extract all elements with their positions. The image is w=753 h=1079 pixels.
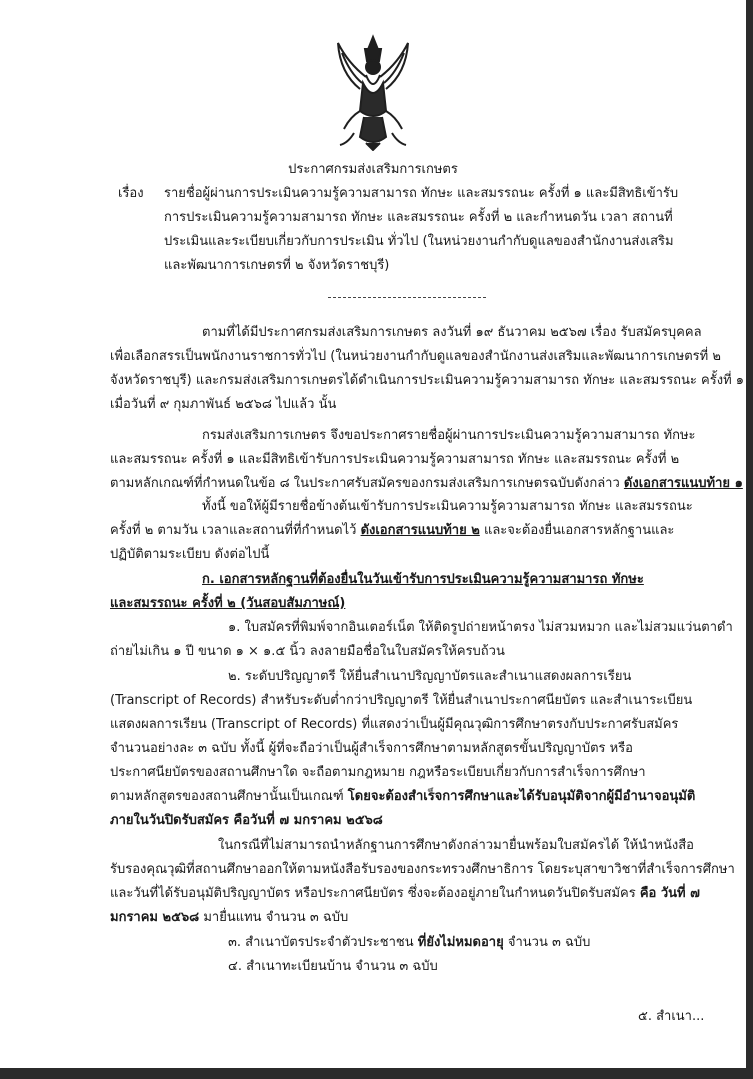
garuda-emblem-icon bbox=[330, 33, 416, 151]
divider bbox=[328, 297, 486, 298]
paragraph-4-text: และวันที่ได้รับอนุมัติปริญญาบัตร หรือประกาศนียบัตร ซึ่งจะต้องอยู่ภายในกำหนดวันปิดรับสมัคร bbox=[110, 886, 636, 901]
item-3-text: จำนวน ๓ ฉบับ bbox=[507, 935, 591, 950]
paragraph-1-line: เพื่อเลือกสรรเป็นพนักงานราชการทั่วไป (ในหน่วยงานกำกับดูแลของสำนักงานส่งเสริมและพัฒนาการเกษตรที่ ๒ bbox=[110, 349, 721, 364]
paragraph-1-line: ตามที่ได้มีประกาศกรมส่งเสริมการเกษตร ลงวันที่ ๑๙ ธันวาคม ๒๕๖๗ เรื่อง รับสมัครบุคคล bbox=[202, 325, 702, 340]
section-a-heading: ก. เอกสารหลักฐานที่ต้องยื่นในวันเข้ารับการประเมินความรู้ความสามารถ ทักษะ bbox=[202, 572, 644, 587]
paragraph-4-bold-text: คือ วันที่ ๗ bbox=[639, 886, 700, 901]
item-2-line: ประกาศนียบัตรของสถานศึกษาใด จะถือตามกฎหมาย กฎหรือระเบียบเกี่ยวกับการสำเร็จการศึกษา bbox=[110, 765, 646, 780]
subject-line-3: ประเมินและระเบียบเกี่ยวกับการประเมิน ทั่วไป (ในหน่วยงานกำกับดูแลของสำนักงานส่งเสริม bbox=[164, 234, 674, 249]
paragraph-2-line: และสมรรถนะ ครั้งที่ ๑ และมีสิทธิเข้ารับการประเมินความรู้ความสามารถ ทักษะ และสมรรถนะ ครั้งที่ ๒ bbox=[110, 452, 680, 467]
subject-line-4: และพัฒนาการเกษตรที่ ๒ จังหวัดราชบุรี) bbox=[164, 258, 390, 273]
subject-label: เรื่อง bbox=[118, 186, 144, 201]
paragraph-3-line bbox=[110, 519, 674, 543]
item-3-bold-text: ที่ยังไม่หมดอายุ bbox=[417, 935, 504, 950]
paragraph-2-line: กรมส่งเสริมการเกษตร จึงขอประกาศรายชื่อผู้ผ่านการประเมินความรู้ความสามารถ ทักษะ bbox=[202, 428, 696, 443]
paragraph-2-text: ตามหลักเกณฑ์ที่กำหนดในข้อ ๘ ในประกาศรับสมัครของกรมส่งเสริมการเกษตรฉบับดังกล่าว bbox=[110, 476, 620, 491]
continuation-note: ๕. สำเนา... bbox=[638, 1009, 705, 1024]
item-2-text: ตามหลักสูตรของสถานศึกษานั้นเป็นเกณฑ์ bbox=[110, 789, 344, 804]
item-2-line: แสดงผลการเรียน (Transcript of Records) ที่แสดงว่าเป็นผู้มีคุณวุฒิการศึกษาตรงกับประกาศรับสมัคร bbox=[110, 717, 679, 732]
item-2-line: ภายในวันปิดรับสมัคร คือวันที่ ๗ มกราคม ๒๕๖๘ bbox=[110, 813, 383, 828]
item-3-text: ๓. สำเนาบัตรประจำตัวประชาชน bbox=[228, 935, 414, 950]
item-3-line bbox=[228, 931, 590, 955]
item-4-line: ๔. สำเนาทะเบียนบ้าน จำนวน ๓ ฉบับ bbox=[228, 959, 438, 974]
paragraph-3-line: ทั้งนี้ ขอให้ผู้มีรายชื่อข้างต้นเข้ารับการประเมินความรู้ความสามารถ ทักษะ และสมรรถนะ bbox=[202, 499, 693, 514]
subject-line-1: รายชื่อผู้ผ่านการประเมินความรู้ความสามารถ ทักษะ และสมรรถนะ ครั้งที่ ๑ และมีสิทธิเข้ารับ bbox=[164, 186, 679, 201]
paragraph-4-bold-text: มกราคม ๒๕๖๘ bbox=[110, 910, 200, 925]
window-edge bbox=[0, 1068, 753, 1079]
paragraph-4-line bbox=[110, 906, 348, 930]
item-2-line: (Transcript of Records) สำหรับระดับต่ำกว่าปริญญาตรี ให้ยื่นสำเนาประกาศนียบัตร และสำเนาระเบียน bbox=[110, 693, 693, 708]
paragraph-3-text: ครั้งที่ ๒ ตามวัน เวลาและสถานที่ที่กำหนดไว้ bbox=[110, 523, 357, 538]
window-edge bbox=[746, 0, 753, 1079]
item-1-line: ๑. ใบสมัครที่พิมพ์จากอินเตอร์เน็ต ให้ติดรูปถ่ายหน้าตรง ไม่สวมหมวก และไม่สวมแว่นตาดำ bbox=[228, 620, 733, 635]
paragraph-4-line: ในกรณีที่ไม่สามารถนำหลักฐานการศึกษาดังกล่าวมายื่นพร้อมใบสมัครได้ ให้นำหนังสือ bbox=[218, 838, 694, 853]
paragraph-3-text: และจะต้องยื่นเอกสารหลักฐานและ bbox=[483, 523, 675, 538]
item-1-line: ถ่ายไม่เกิน ๑ ปี ขนาด ๑ × ๑.๕ นิ้ว ลงลายมือชื่อในใบสมัครให้ครบถ้วน bbox=[110, 644, 505, 659]
item-2-bold-text: โดยจะต้องสำเร็จการศึกษาและได้รับอนุมัติจากผู้มีอำนาจอนุมัติ bbox=[347, 789, 696, 804]
attachment-1-ref: ดังเอกสารแนบท้าย ๑ bbox=[623, 476, 743, 491]
subject-line-2: การประเมินความรู้ความสามารถ ทักษะ และสมรรถนะ ครั้งที่ ๒ และกำหนดวัน เวลา สถานที่ bbox=[164, 210, 673, 225]
item-2-line: ๒. ระดับปริญญาตรี ให้ยื่นสำเนาปริญญาบัตรและสำเนาแสดงผลการเรียน bbox=[228, 669, 632, 684]
item-2-line: จำนวนอย่างละ ๓ ฉบับ ทั้งนี้ ผู้ที่จะถือว่าเป็นผู้สำเร็จการศึกษาตามหลักสูตรขั้นปริญญาบัตร หรือ bbox=[110, 741, 633, 756]
announcement-title: ประกาศกรมส่งเสริมการเกษตร bbox=[288, 162, 458, 177]
paragraph-4-line: รับรองคุณวุฒิที่สถานศึกษาออกให้ตามหนังสือรับรองของกระทรวงศึกษาธิการ โดยระบุสาขาวิชาที่สำเร็จการศึกษา bbox=[110, 862, 735, 877]
paragraph-3-line: ปฏิบัติตามระเบียบ ดังต่อไปนี้ bbox=[110, 547, 270, 562]
paragraph-2-line bbox=[110, 472, 743, 496]
paragraph-1-line: จังหวัดราชบุรี) และกรมส่งเสริมการเกษตรได้ดำเนินการประเมินความรู้ความสามารถ ทักษะ และสมรรถนะ ครั้งที่ ๑ bbox=[110, 373, 745, 388]
attachment-2-ref: ดังเอกสารแนบท้าย ๒ bbox=[360, 523, 480, 538]
paragraph-1-line: เมื่อวันที่ ๙ กุมภาพันธ์ ๒๕๖๘ ไปแล้ว นั้น bbox=[110, 397, 337, 412]
paragraph-4-text: มายื่นแทน จำนวน ๓ ฉบับ bbox=[203, 910, 349, 925]
paragraph-4-line bbox=[110, 882, 700, 906]
section-a-heading: และสมรรถนะ ครั้งที่ ๒ (วันสอบสัมภาษณ์) bbox=[110, 596, 346, 611]
item-2-line bbox=[110, 785, 695, 809]
